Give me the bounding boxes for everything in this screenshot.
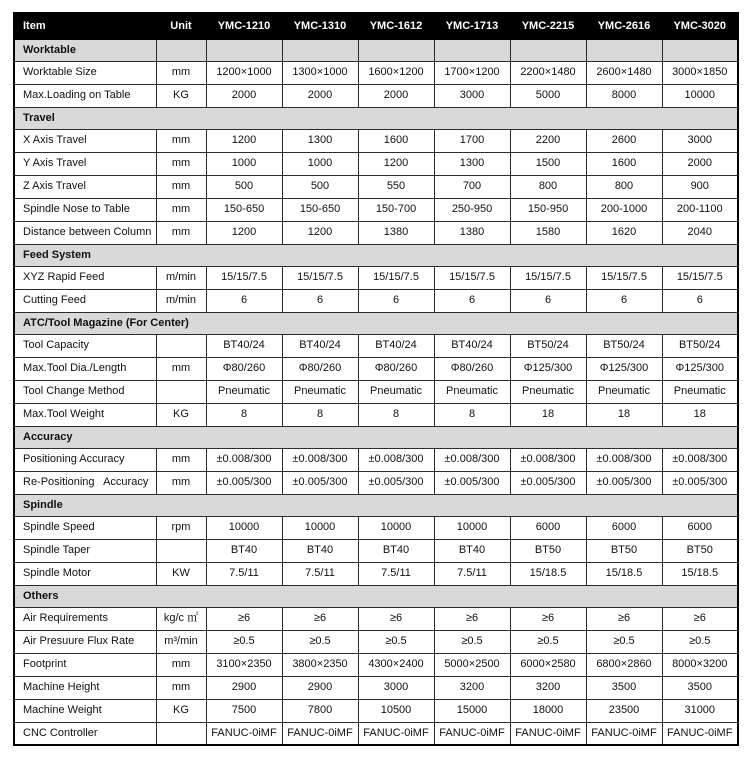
- table-row: [14, 334, 738, 357]
- table-row: [14, 357, 738, 380]
- spec-value: ±0.005/300: [434, 471, 510, 494]
- spec-unit: KG: [156, 403, 206, 426]
- spec-value: 2600: [586, 129, 662, 152]
- section-header: Accuracy: [14, 426, 738, 448]
- spec-value: 1200: [282, 221, 358, 244]
- section-empty-cell: [282, 39, 358, 61]
- spec-value: ±0.008/300: [586, 448, 662, 471]
- spec-value: FANUC-0iMF: [586, 722, 662, 745]
- spec-value: ≥6: [282, 607, 358, 630]
- spec-value: 3000: [358, 676, 434, 699]
- spec-value: 2040: [662, 221, 738, 244]
- header-row: [14, 13, 738, 39]
- spec-value: 3500: [586, 676, 662, 699]
- section-empty-cell: [434, 39, 510, 61]
- section-row: [14, 39, 738, 61]
- spec-value: 8: [282, 403, 358, 426]
- spec-value: ±0.005/300: [586, 471, 662, 494]
- spec-value: 6800×2860: [586, 653, 662, 676]
- spec-value: 200-1100: [662, 198, 738, 221]
- spec-item-label: Worktable Size: [14, 61, 156, 84]
- spec-value: Pneumatic: [434, 380, 510, 403]
- spec-value: 1380: [434, 221, 510, 244]
- spec-value: FANUC-0iMF: [662, 722, 738, 745]
- spec-value: 1200: [206, 129, 282, 152]
- spec-value: 150-650: [282, 198, 358, 221]
- spec-value: ≥0.5: [586, 630, 662, 653]
- table-row: [14, 471, 738, 494]
- spec-value: Φ125/300: [510, 357, 586, 380]
- spec-item-label: Max.Tool Weight: [14, 403, 156, 426]
- section-empty-cell: [662, 39, 738, 61]
- spec-unit: m³/min: [156, 630, 206, 653]
- spec-value: 1200: [358, 152, 434, 175]
- spec-value: 1300×1000: [282, 61, 358, 84]
- column-header: Item: [14, 13, 156, 39]
- spec-value: 6: [662, 289, 738, 312]
- spec-value: 18: [586, 403, 662, 426]
- spec-item-label: Tool Change Method: [14, 380, 156, 403]
- spec-value: 8: [206, 403, 282, 426]
- spec-item-label: Spindle Motor: [14, 562, 156, 585]
- spec-unit: mm: [156, 653, 206, 676]
- spec-value: 8: [434, 403, 510, 426]
- spec-value: 15/18.5: [586, 562, 662, 585]
- spec-value: Pneumatic: [358, 380, 434, 403]
- section-header: Others: [14, 585, 738, 607]
- spec-value: ≥0.5: [662, 630, 738, 653]
- spec-unit: kg/c ㎡: [156, 607, 206, 630]
- spec-item-label: Spindle Speed: [14, 516, 156, 539]
- spec-value: 7800: [282, 699, 358, 722]
- spec-item-label: Machine Height: [14, 676, 156, 699]
- spec-item-label: Footprint: [14, 653, 156, 676]
- section-row: [14, 494, 738, 516]
- spec-unit: [156, 334, 206, 357]
- spec-item-label: CNC Controller: [14, 722, 156, 745]
- spec-value: BT50/24: [586, 334, 662, 357]
- spec-value: 2600×1480: [586, 61, 662, 84]
- spec-item-label: Distance between Column: [14, 221, 156, 244]
- table-row: [14, 61, 738, 84]
- column-header: YMC-2215: [510, 13, 586, 39]
- spec-unit: KG: [156, 84, 206, 107]
- table-row: [14, 539, 738, 562]
- spec-value: 6000×2580: [510, 653, 586, 676]
- column-header: YMC-1612: [358, 13, 434, 39]
- section-header: Worktable: [14, 39, 156, 61]
- spec-value: 3000×1850: [662, 61, 738, 84]
- spec-unit: [156, 380, 206, 403]
- spec-value: 10000: [662, 84, 738, 107]
- spec-value: ±0.008/300: [206, 448, 282, 471]
- table-row: [14, 289, 738, 312]
- spec-unit: mm: [156, 448, 206, 471]
- spec-unit: m/min: [156, 289, 206, 312]
- section-header: Travel: [14, 107, 738, 129]
- section-header: Spindle: [14, 494, 738, 516]
- spec-value: ±0.008/300: [434, 448, 510, 471]
- table-row: [14, 380, 738, 403]
- spec-value: 18000: [510, 699, 586, 722]
- spec-table-header: [14, 13, 738, 39]
- spec-value: 2000: [206, 84, 282, 107]
- spec-item-label: Y Axis Travel: [14, 152, 156, 175]
- spec-value: ±0.005/300: [358, 471, 434, 494]
- spec-value: BT50/24: [662, 334, 738, 357]
- column-header: YMC-1713: [434, 13, 510, 39]
- spec-value: Φ125/300: [662, 357, 738, 380]
- spec-value: Pneumatic: [586, 380, 662, 403]
- spec-value: BT40/24: [206, 334, 282, 357]
- table-row: [14, 403, 738, 426]
- spec-value: 500: [206, 175, 282, 198]
- spec-value: 4300×2400: [358, 653, 434, 676]
- spec-value: 2900: [282, 676, 358, 699]
- spec-item-label: Air Presuure Flux Rate: [14, 630, 156, 653]
- spec-value: 15000: [434, 699, 510, 722]
- spec-value: 1380: [358, 221, 434, 244]
- section-header: ATC/Tool Magazine (For Center): [14, 312, 738, 334]
- section-empty-cell: [586, 39, 662, 61]
- spec-value: FANUC-0iMF: [434, 722, 510, 745]
- spec-value: 15/18.5: [662, 562, 738, 585]
- spec-value: 15/15/7.5: [282, 266, 358, 289]
- table-row: [14, 607, 738, 630]
- spec-unit: m/min: [156, 266, 206, 289]
- spec-value: Φ80/260: [434, 357, 510, 380]
- table-row: [14, 630, 738, 653]
- spec-value: 23500: [586, 699, 662, 722]
- spec-value: 1200×1000: [206, 61, 282, 84]
- spec-value: ≥6: [662, 607, 738, 630]
- spec-item-label: Machine Weight: [14, 699, 156, 722]
- spec-value: ≥0.5: [282, 630, 358, 653]
- spec-value: 2200×1480: [510, 61, 586, 84]
- column-header: YMC-1210: [206, 13, 282, 39]
- spec-value: 800: [510, 175, 586, 198]
- spec-value: 1620: [586, 221, 662, 244]
- spec-value: 15/15/7.5: [510, 266, 586, 289]
- spec-item-label: Positioning Accuracy: [14, 448, 156, 471]
- spec-value: 6: [358, 289, 434, 312]
- table-row: [14, 266, 738, 289]
- spec-value: 6: [586, 289, 662, 312]
- spec-unit: rpm: [156, 516, 206, 539]
- spec-value: FANUC-0iMF: [358, 722, 434, 745]
- spec-value: 7.5/11: [358, 562, 434, 585]
- spec-value: BT40: [434, 539, 510, 562]
- spec-value: 500: [282, 175, 358, 198]
- spec-value: 10000: [282, 516, 358, 539]
- spec-value: 150-950: [510, 198, 586, 221]
- spec-value: 1600: [358, 129, 434, 152]
- spec-value: BT50: [662, 539, 738, 562]
- spec-value: 8000×3200: [662, 653, 738, 676]
- spec-value: 6: [206, 289, 282, 312]
- spec-value: ≥0.5: [358, 630, 434, 653]
- section-row: [14, 585, 738, 607]
- spec-value: ±0.008/300: [510, 448, 586, 471]
- spec-value: 3800×2350: [282, 653, 358, 676]
- spec-value: 150-650: [206, 198, 282, 221]
- spec-value: BT40: [282, 539, 358, 562]
- spec-unit: KG: [156, 699, 206, 722]
- spec-value: BT40: [358, 539, 434, 562]
- section-empty-cell: [206, 39, 282, 61]
- section-row: [14, 426, 738, 448]
- spec-value: BT40/24: [282, 334, 358, 357]
- column-header: YMC-3020: [662, 13, 738, 39]
- spec-value: ≥6: [586, 607, 662, 630]
- spec-value: FANUC-0iMF: [510, 722, 586, 745]
- table-row: [14, 152, 738, 175]
- spec-value: ≥6: [206, 607, 282, 630]
- section-empty-cell: [358, 39, 434, 61]
- spec-value: 8: [358, 403, 434, 426]
- table-row: [14, 198, 738, 221]
- spec-value: 6: [434, 289, 510, 312]
- spec-value: 3000: [434, 84, 510, 107]
- spec-value: 1500: [510, 152, 586, 175]
- spec-value: ±0.008/300: [662, 448, 738, 471]
- spec-item-label: Cutting Feed: [14, 289, 156, 312]
- spec-table: [13, 12, 739, 746]
- spec-value: 7500: [206, 699, 282, 722]
- spec-item-label: Z Axis Travel: [14, 175, 156, 198]
- spec-value: Pneumatic: [206, 380, 282, 403]
- spec-value: 1580: [510, 221, 586, 244]
- spec-value: 3000: [662, 129, 738, 152]
- spec-value: 1000: [206, 152, 282, 175]
- table-row: [14, 129, 738, 152]
- spec-unit: mm: [156, 61, 206, 84]
- spec-value: ≥0.5: [510, 630, 586, 653]
- spec-value: BT50/24: [510, 334, 586, 357]
- spec-value: 1600: [586, 152, 662, 175]
- spec-value: 7.5/11: [434, 562, 510, 585]
- spec-item-label: Spindle Nose to Table: [14, 198, 156, 221]
- spec-value: 15/15/7.5: [586, 266, 662, 289]
- spec-value: Φ80/260: [282, 357, 358, 380]
- spec-unit: mm: [156, 676, 206, 699]
- spec-value: Φ80/260: [206, 357, 282, 380]
- spec-unit: mm: [156, 357, 206, 380]
- spec-value: 15/15/7.5: [206, 266, 282, 289]
- spec-value: 15/15/7.5: [358, 266, 434, 289]
- spec-value: FANUC-0iMF: [282, 722, 358, 745]
- spec-value: 5000×2500: [434, 653, 510, 676]
- table-row: [14, 562, 738, 585]
- spec-value: ≥6: [434, 607, 510, 630]
- spec-value: ≥6: [358, 607, 434, 630]
- spec-value: 150-700: [358, 198, 434, 221]
- spec-value: 15/15/7.5: [434, 266, 510, 289]
- spec-value: 1300: [434, 152, 510, 175]
- spec-value: ±0.005/300: [510, 471, 586, 494]
- spec-value: 2000: [358, 84, 434, 107]
- spec-value: 10000: [434, 516, 510, 539]
- spec-value: 900: [662, 175, 738, 198]
- spec-value: 200-1000: [586, 198, 662, 221]
- spec-value: 1000: [282, 152, 358, 175]
- section-header: Feed System: [14, 244, 738, 266]
- table-row: [14, 722, 738, 745]
- spec-value: 18: [662, 403, 738, 426]
- spec-value: ≥0.5: [434, 630, 510, 653]
- section-empty-cell: [156, 39, 206, 61]
- spec-item-label: XYZ Rapid Feed: [14, 266, 156, 289]
- spec-value: 1300: [282, 129, 358, 152]
- table-row: [14, 448, 738, 471]
- spec-value: ≥6: [510, 607, 586, 630]
- spec-value: 3200: [510, 676, 586, 699]
- spec-value: 1200: [206, 221, 282, 244]
- table-row: [14, 221, 738, 244]
- column-header: YMC-1310: [282, 13, 358, 39]
- spec-value: 250-950: [434, 198, 510, 221]
- spec-value: BT50: [510, 539, 586, 562]
- spec-value: BT40/24: [434, 334, 510, 357]
- spec-value: 10000: [358, 516, 434, 539]
- table-row: [14, 653, 738, 676]
- spec-value: 10500: [358, 699, 434, 722]
- spec-value: FANUC-0iMF: [206, 722, 282, 745]
- table-row: [14, 516, 738, 539]
- spec-value: 15/18.5: [510, 562, 586, 585]
- spec-item-label: Max.Loading on Table: [14, 84, 156, 107]
- spec-value: 18: [510, 403, 586, 426]
- spec-value: 1700: [434, 129, 510, 152]
- spec-value: ≥0.5: [206, 630, 282, 653]
- spec-value: Pneumatic: [662, 380, 738, 403]
- spec-item-label: X Axis Travel: [14, 129, 156, 152]
- spec-unit: mm: [156, 198, 206, 221]
- spec-value: 6000: [662, 516, 738, 539]
- spec-item-label: Max.Tool Dia./Length: [14, 357, 156, 380]
- spec-value: 6000: [510, 516, 586, 539]
- table-row: [14, 699, 738, 722]
- spec-value: 10000: [206, 516, 282, 539]
- spec-value: ±0.008/300: [358, 448, 434, 471]
- spec-value: 3500: [662, 676, 738, 699]
- table-row: [14, 676, 738, 699]
- spec-unit: mm: [156, 471, 206, 494]
- spec-value: Φ80/260: [358, 357, 434, 380]
- spec-unit: mm: [156, 129, 206, 152]
- spec-value: 8000: [586, 84, 662, 107]
- spec-value: 7.5/11: [282, 562, 358, 585]
- section-empty-cell: [510, 39, 586, 61]
- spec-unit: KW: [156, 562, 206, 585]
- spec-value: 6: [282, 289, 358, 312]
- spec-item-label: Spindle Taper: [14, 539, 156, 562]
- spec-value: BT50: [586, 539, 662, 562]
- column-header: YMC-2616: [586, 13, 662, 39]
- spec-value: 700: [434, 175, 510, 198]
- section-row: [14, 107, 738, 129]
- spec-value: 15/15/7.5: [662, 266, 738, 289]
- spec-value: ±0.005/300: [206, 471, 282, 494]
- spec-item-label: Re-Positioning Accuracy: [14, 471, 156, 494]
- spec-value: 1700×1200: [434, 61, 510, 84]
- spec-unit: [156, 722, 206, 745]
- spec-value: Φ125/300: [586, 357, 662, 380]
- spec-item-label: Tool Capacity: [14, 334, 156, 357]
- spec-table-body: [14, 39, 738, 745]
- spec-value: 2000: [282, 84, 358, 107]
- spec-value: 7.5/11: [206, 562, 282, 585]
- table-row: [14, 84, 738, 107]
- spec-value: 550: [358, 175, 434, 198]
- spec-value: Pneumatic: [282, 380, 358, 403]
- spec-value: 1600×1200: [358, 61, 434, 84]
- table-row: [14, 175, 738, 198]
- spec-unit: [156, 539, 206, 562]
- spec-unit: mm: [156, 175, 206, 198]
- spec-value: 2000: [662, 152, 738, 175]
- spec-value: ±0.005/300: [282, 471, 358, 494]
- spec-value: BT40: [206, 539, 282, 562]
- spec-value: 2200: [510, 129, 586, 152]
- spec-unit: mm: [156, 152, 206, 175]
- section-row: [14, 244, 738, 266]
- spec-item-label: Air Requirements: [14, 607, 156, 630]
- spec-value: 5000: [510, 84, 586, 107]
- spec-value: 3100×2350: [206, 653, 282, 676]
- spec-value: 3200: [434, 676, 510, 699]
- spec-value: 6000: [586, 516, 662, 539]
- section-row: [14, 312, 738, 334]
- spec-value: Pneumatic: [510, 380, 586, 403]
- spec-value: ±0.005/300: [662, 471, 738, 494]
- spec-value: 6: [510, 289, 586, 312]
- spec-value: 2900: [206, 676, 282, 699]
- spec-value: 31000: [662, 699, 738, 722]
- spec-value: 800: [586, 175, 662, 198]
- spec-value: ±0.008/300: [282, 448, 358, 471]
- column-header: Unit: [156, 13, 206, 39]
- spec-value: BT40/24: [358, 334, 434, 357]
- spec-unit: mm: [156, 221, 206, 244]
